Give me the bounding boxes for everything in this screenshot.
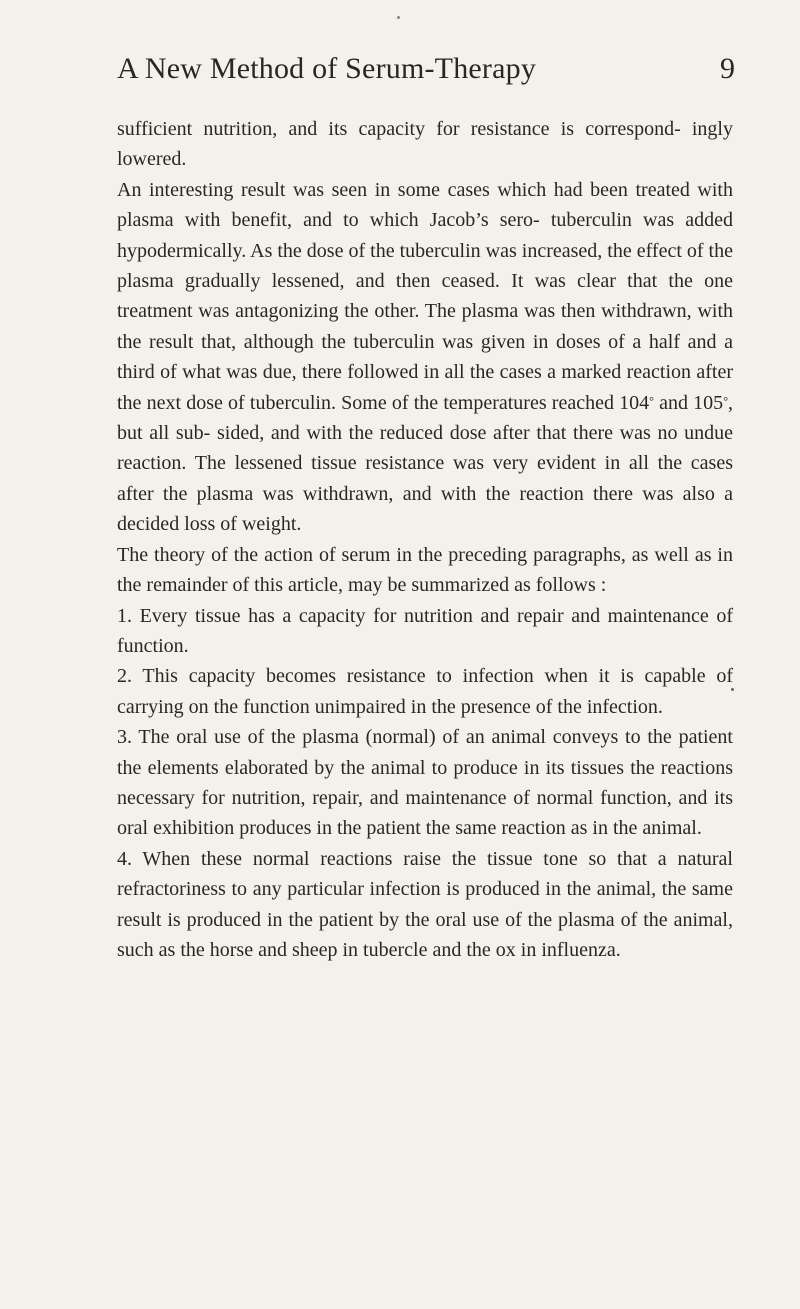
paragraph-text-part-c: , but all sub- sided, and with the reduced dose after that there was no undue reaction. The lessened tissue resistance was very evident in all the cases after the plasma was withdrawn, and with the reaction there was also a decided loss of weight.: [117, 391, 733, 536]
list-item-1: 1. Every tissue has a capacity for nutrition and repair and maintenance of function.: [117, 604, 733, 657]
degree-mark: °: [723, 393, 728, 408]
running-head: [117, 52, 735, 96]
list-item-2: 2. This capacity becomes resistance to infection when it is capable of carrying on the function unimpaired in the presence of the infection.: [117, 665, 733, 718]
list-item-3: 3. The oral use of the plasma (normal) of an animal conveys to the patient the elements elaborated by the animal to produce in its tissues the reactions necessary for nutrition, repair, and maintenance of normal function, and its oral exhibition produces in the patient the same reaction as in the animal.: [117, 726, 733, 840]
running-title: A New Method of Serum-Therapy: [117, 52, 537, 85]
print-speck-top: [397, 16, 400, 19]
paragraph-text-part-b: and 105: [653, 391, 724, 414]
paragraph-continued: sufficient nutrition, and its capacity for resistance is correspond- ingly lowered.: [117, 118, 733, 171]
body-text: [117, 114, 733, 965]
paragraph-interesting-result: [117, 175, 733, 540]
paragraph-theory: The theory of the action of serum in the preceding paragraphs, as well as in the remainder of this article, may be summarized as follows :: [117, 543, 733, 597]
paragraph-text-part-a: An interesting result was seen in some cases which had been treated with plasma with benefit, and to which Jacob’s sero- tuberculin was added hypodermically. As the dose of the tuberculin was increased, the effect of the plasma gradually lessened, and then ceased. It was clear that the one treatment was antagonizing the other. The plasma was then withdrawn, with the result that, although the tuberculin was given in doses of a half and a third of what was due, there followed in all the cases a marked reaction after the next dose of tuberculin. Some of the temperatures reached 104: [117, 178, 733, 414]
degree-mark: °: [649, 393, 654, 408]
page-number: 9: [720, 52, 735, 85]
print-speck: [731, 688, 734, 691]
list-item-4: 4. When these normal reactions raise the tissue tone so that a natural refractoriness to any particular infection is produced in the animal, the same result is produced in the patient by the oral use of the plasma of the animal, such as the horse and sheep in tubercle and the ox in influenza.: [117, 847, 733, 961]
